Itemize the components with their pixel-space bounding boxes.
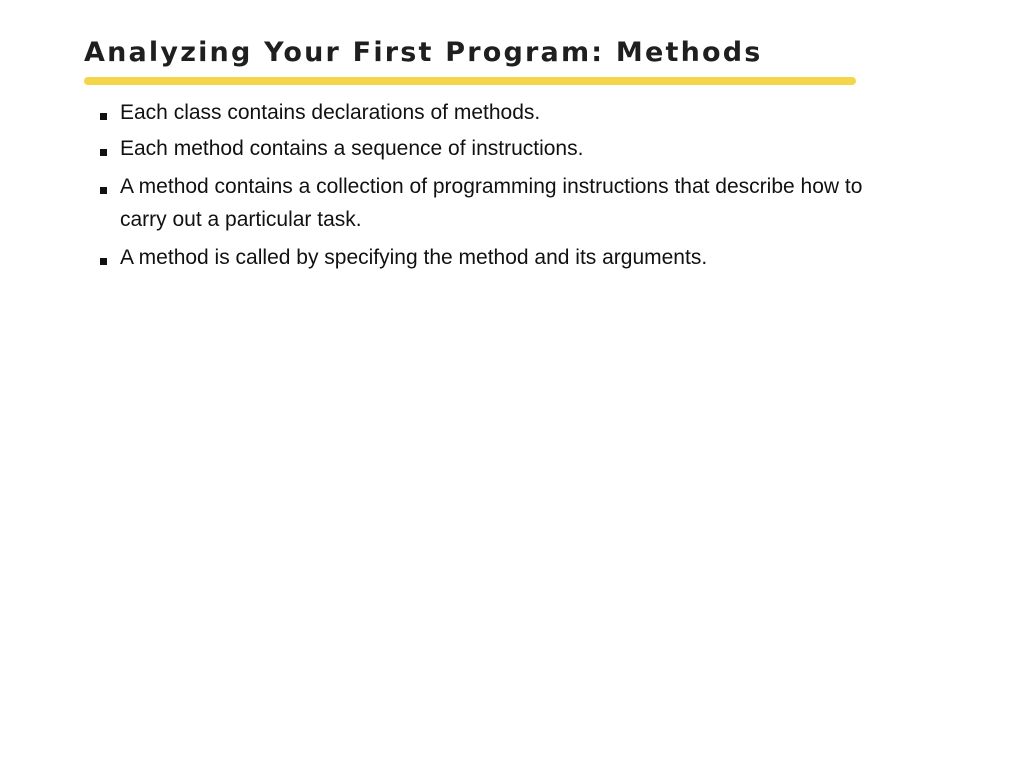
bullet-list — [96, 96, 916, 274]
square-bullet-icon — [100, 187, 107, 194]
bullet-text: A method contains a collection of programming instructions that describe how to carry out a particular task. — [120, 175, 863, 231]
bullet-item — [96, 96, 916, 129]
bullet-text: Each method contains a sequence of instructions. — [120, 137, 584, 160]
bullet-item — [96, 170, 916, 236]
bullet-text: Each class contains declarations of methods. — [120, 101, 541, 124]
bullet-item — [96, 132, 916, 165]
bullet-text: A method is called by specifying the method and its arguments. — [120, 246, 708, 269]
square-bullet-icon — [100, 113, 107, 120]
square-bullet-icon — [100, 258, 107, 265]
bullet-item — [96, 241, 916, 274]
title-underline — [84, 77, 856, 85]
square-bullet-icon — [100, 149, 107, 156]
slide-title: Analyzing Your First Program: Methods — [84, 37, 763, 68]
